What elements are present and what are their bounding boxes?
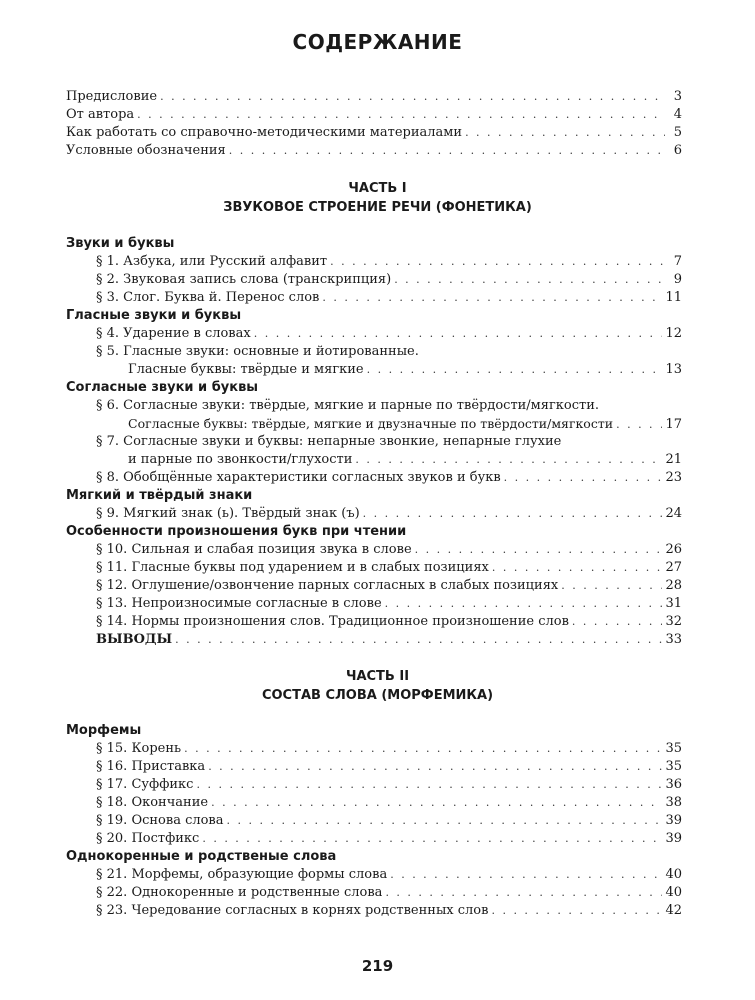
toc-entry[interactable] (66, 830, 682, 848)
toc-entry-label: Согласные буквы: твёрдые, мягкие и двузначные по твёрдости/мягкости (128, 416, 614, 431)
toc-entry[interactable] (66, 559, 682, 577)
toc-entry-label: § 4. Ударение в словах (96, 326, 251, 341)
section-heading: Морфемы (66, 723, 142, 738)
dot-leader (330, 253, 665, 271)
toc-entry-label: § 3. Слог. Буква й. Перенос слов (96, 290, 320, 305)
toc-entry[interactable] (66, 88, 682, 106)
dot-leader (385, 884, 662, 902)
toc-entry-label: Предисловие (66, 89, 158, 104)
dot-leader (572, 613, 663, 631)
toc-entry-page: 3 (673, 89, 682, 104)
toc-entry-label: § 21. Морфемы, образующие формы слова (96, 867, 388, 882)
toc-entry[interactable] (66, 902, 682, 920)
toc-entry-label: Как работать со справочно-методическими материалами (66, 125, 463, 140)
toc-entry-label: § 22. Однокоренные и родственные слова (96, 885, 383, 900)
toc-entry-page: 38 (665, 795, 682, 810)
section-heading: Звуки и буквы (66, 236, 175, 251)
toc-entry-label: § 12. Оглушение/озвончение парных согласных в слабых позициях (96, 578, 559, 593)
dot-leader (184, 740, 662, 758)
toc-entry[interactable] (66, 577, 682, 595)
toc-entry-line[interactable] (66, 397, 682, 415)
page-title: СОДЕРЖАНИЕ (292, 30, 463, 54)
toc-entry-label: § 7. Согласные звуки и буквы: непарные звонкие, непарные глухие (96, 434, 562, 449)
toc-entry-label: § 18. Окончание (96, 795, 209, 810)
toc-entry-label: § 17. Суффикс (96, 777, 194, 792)
toc-entry[interactable] (66, 776, 682, 794)
toc-entry-label: ВЫВОДЫ (96, 632, 173, 647)
toc-entry-page: 5 (673, 125, 682, 140)
toc-entry-label: § 14. Нормы произношения слов. Традиционное произношение слов (96, 614, 569, 629)
dot-leader (202, 830, 662, 848)
toc-entry[interactable] (66, 541, 682, 559)
dot-leader (415, 541, 663, 559)
section-heading: Мягкий и твёрдый знаки (66, 488, 253, 503)
dot-leader (616, 416, 662, 434)
toc-entry-label: § 9. Мягкий знак (ь). Твёрдый знак (ъ) (96, 506, 360, 521)
toc-entry-label: § 13. Непроизносимые согласные в слове (96, 596, 382, 611)
toc-entry-page: 40 (665, 885, 682, 900)
toc-entry-page: 31 (665, 596, 682, 611)
toc-entry-page: 12 (665, 326, 682, 341)
dot-leader (211, 794, 662, 812)
toc-entry-page: 36 (665, 777, 682, 792)
toc-part2 (66, 722, 682, 920)
toc-entry-label: § 2. Звуковая запись слова (транскрипция) (96, 272, 392, 287)
toc-entry[interactable] (66, 595, 682, 613)
toc-entry[interactable] (66, 253, 682, 271)
toc-entry-label: § 23. Чередование согласных в корнях родственных слов (96, 903, 489, 918)
toc-entry-page: 40 (665, 867, 682, 882)
toc-entry-label: Условные обозначения (66, 143, 226, 158)
dot-leader (394, 271, 665, 289)
toc-part1 (66, 235, 682, 649)
section-heading: Однокоренные и родственые слова (66, 849, 337, 864)
toc-entry-page: 17 (665, 417, 682, 432)
toc-entry[interactable] (66, 271, 682, 289)
toc-entry-page: 35 (665, 741, 682, 756)
dot-leader (175, 631, 662, 649)
section-heading: Гласные звуки и буквы (66, 308, 242, 323)
dot-leader (390, 866, 662, 884)
toc-entry[interactable] (66, 325, 682, 343)
toc-entry-page: 6 (673, 143, 682, 158)
toc-entry[interactable] (66, 361, 682, 379)
dot-leader (367, 361, 663, 379)
toc-entry-label: § 6. Согласные звуки: твёрдые, мягкие и парные по твёрдости/мягкости. (96, 398, 600, 413)
toc-entry[interactable] (66, 794, 682, 812)
toc-entry-line[interactable] (66, 433, 682, 451)
toc-entry-page: 39 (665, 831, 682, 846)
dot-leader (160, 88, 665, 106)
toc-entry-label: § 15. Корень (96, 741, 182, 756)
dot-leader (137, 106, 665, 124)
toc-entry-page: 24 (665, 506, 682, 521)
dot-leader (254, 325, 663, 343)
toc-entry-label: Гласные буквы: твёрдые и мягкие (128, 362, 364, 377)
toc-entry-page: 9 (673, 272, 682, 287)
toc-entry-label: и парные по звонкости/глухости (128, 452, 353, 467)
toc-entry[interactable] (66, 505, 682, 523)
dot-leader (355, 451, 662, 469)
toc-entry[interactable] (66, 124, 682, 142)
dot-leader (491, 902, 662, 920)
toc-entry-page: 35 (665, 759, 682, 774)
toc-entry[interactable] (66, 758, 682, 776)
toc-entry-line[interactable] (66, 343, 682, 361)
toc-entry[interactable] (66, 106, 682, 124)
dot-leader (385, 595, 663, 613)
part-subtitle: ЗВУКОВОЕ СТРОЕНИЕ РЕЧИ (ФОНЕТИКА) (223, 200, 532, 215)
toc-entry-label: § 16. Приставка (96, 759, 206, 774)
toc-entry-page: 23 (665, 470, 682, 485)
toc-entry[interactable] (66, 142, 682, 160)
toc-entry-conclusions[interactable] (66, 631, 682, 649)
dot-leader (363, 505, 663, 523)
dot-leader (208, 758, 662, 776)
toc-entry-page: 28 (665, 578, 682, 593)
toc-entry-page: 4 (673, 107, 682, 122)
toc-entry-label: § 1. Азбука, или Русский алфавит (96, 254, 328, 269)
toc-entry-label: § 20. Постфикс (96, 831, 200, 846)
toc-entry[interactable] (66, 289, 682, 307)
toc-entry[interactable] (66, 415, 682, 433)
dot-leader (229, 142, 665, 160)
toc-entry[interactable] (66, 451, 682, 469)
toc-entry-page: 13 (665, 362, 682, 377)
toc-entry[interactable] (66, 613, 682, 631)
toc-entry-page: 33 (665, 632, 682, 647)
toc-entry[interactable] (66, 866, 682, 884)
dot-leader (492, 559, 663, 577)
toc-entry-page: 21 (665, 452, 682, 467)
dot-leader (322, 289, 662, 307)
toc-entry[interactable] (66, 740, 682, 758)
toc-entry[interactable] (66, 812, 682, 830)
toc-entry-label: § 10. Сильная и слабая позиция звука в слове (96, 542, 412, 557)
dot-leader (196, 776, 662, 794)
toc-entry-page: 27 (665, 560, 682, 575)
toc-entry-label: § 5. Гласные звуки: основные и йотированные. (96, 344, 419, 359)
toc-entry-page: 11 (665, 290, 682, 305)
page-number: 219 (361, 957, 394, 975)
dot-leader (504, 469, 663, 487)
dot-leader (465, 124, 665, 142)
toc-entry[interactable] (66, 469, 682, 487)
toc-intro (66, 88, 682, 160)
section-heading: Согласные звуки и буквы (66, 380, 259, 395)
toc-entry-page: 32 (665, 614, 682, 629)
toc-entry-label: § 8. Обобщённые характеристики согласных звуков и букв (96, 470, 501, 485)
part-heading: ЧАСТЬ I (348, 181, 407, 196)
dot-leader (561, 577, 662, 595)
part-heading: ЧАСТЬ II (345, 669, 410, 684)
part-subtitle: СОСТАВ СЛОВА (МОРФЕМИКА) (261, 688, 494, 703)
toc-entry-label: От автора (66, 107, 135, 122)
section-heading: Особенности произношения букв при чтении (66, 524, 407, 539)
toc-entry-page: 26 (665, 542, 682, 557)
toc-entry[interactable] (66, 884, 682, 902)
toc-entry-page: 7 (673, 254, 682, 269)
toc-entry-page: 42 (665, 903, 682, 918)
toc-entry-page: 39 (665, 813, 682, 828)
dot-leader (227, 812, 663, 830)
toc-entry-label: § 11. Гласные буквы под ударением и в слабых позициях (96, 560, 489, 575)
toc-entry-label: § 19. Основа слова (96, 813, 224, 828)
